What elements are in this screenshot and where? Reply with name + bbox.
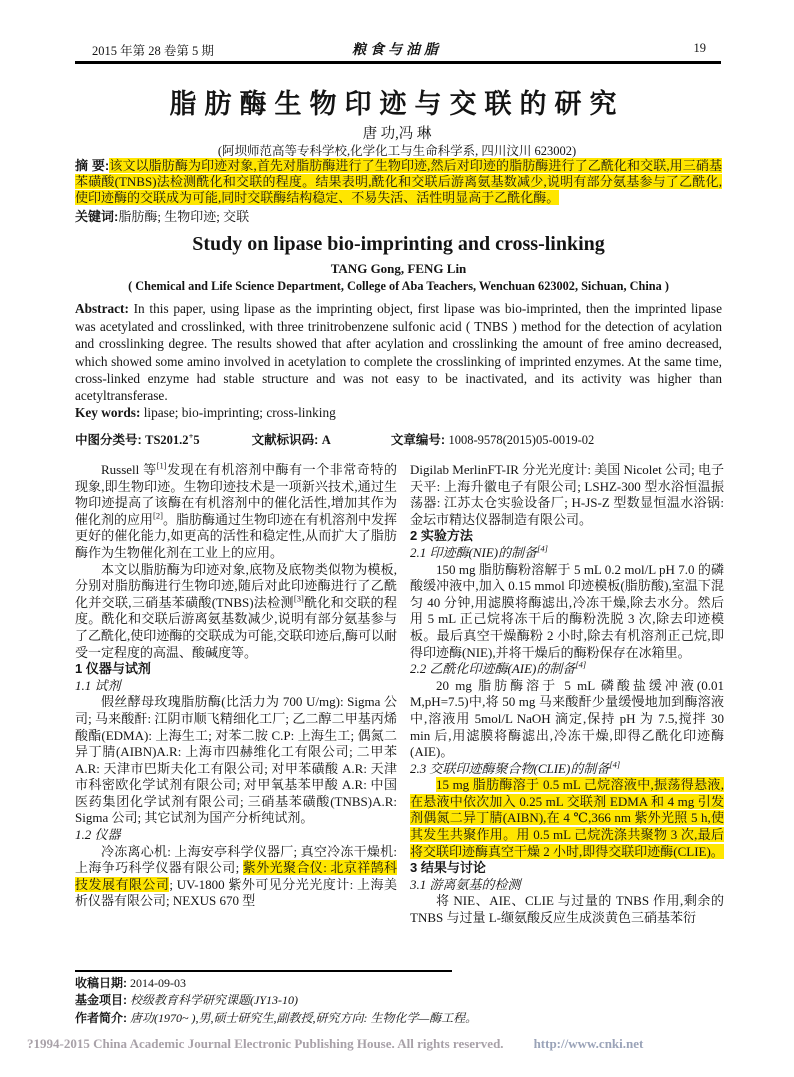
footnote-received: 收稿日期: 2014-09-03 [75, 976, 186, 990]
body-paragraph-instruments: 冷冻离心机: 上海安亭科学仪器厂; 真空冷冻干燥机: 上海争巧科学仪器有限公司; 紫外光聚合仪: 北京祥鹄科技发展有限公司; UV-1800 紫外可见分光光度计: 上海美析仪器有限公司; NEXUS 670 型 [75, 843, 397, 909]
subsection-heading-2-3: 2.3 交联印迹酶聚合物(CLIE)的制备[4] [410, 759, 621, 776]
footnote-author-bio: 作者简介: 唐功(1970~ ),男,硕士研究生,副教授,研究方向: 生物化学—酶工程。 [75, 1010, 478, 1025]
keywords-text-en: lipase; bio-imprinting; cross-linking [143, 404, 336, 420]
citation-ref-3: [3] [293, 593, 304, 604]
body-paragraph-intro: Russell 等[1]发现在有机溶剂中酶有一个非常奇特的现象,即生物印迹。生物印迹技术是一项新兴技术,通过生物印迹提高了该酶在有机溶剂中的催化活性,增加其作为催化剂的应用[2]。脂肪酶通过生物印迹在有机溶剂中发挥更好的催化能力,如更高的活性和稳定性,从而扩大了脂肪酶作为生物催化剂在工业上的应用。 [75, 460, 397, 560]
section-heading-1: 1 仪器与试剂 [75, 661, 151, 677]
footnote-fund: 基金项目: 校级教育科学研究课题(JY13-10) [75, 993, 298, 1008]
authors-en: TANG Gong, FENG Lin [330, 261, 467, 277]
document-code: 文献标识码: A [251, 432, 331, 447]
section-heading-3: 3 结果与讨论 [410, 860, 486, 876]
abstract-en [75, 300, 722, 404]
subsection-heading-2-2: 2.2 乙酰化印迹酶(AIE)的制备[4] [410, 659, 587, 677]
citation-ref-4a: [4] [537, 543, 548, 554]
body-paragraph-clie-highlighted: 15 mg 脂肪酶溶于 0.5 mL 己烷溶液中,振荡得悬液,在悬液中依次加入 0.25 mL 交联剂 EDMA 和 4 mg 引发剂偶氮二异丁腈(AIBN),在 4 ℃,366 nm 紫外光照 5 h,使其发生共聚作用。用 0.5 mL 己烷洗涤共聚物 3 次,最后将交联印迹酶真空干燥 2 小时,即得交联印迹酶(CLIE)。 [410, 777, 724, 859]
keywords-label-cn: 关键词: [75, 209, 119, 225]
page-number: 19 [693, 41, 706, 55]
subsection-heading-1-1: 1.1 试剂 [75, 677, 121, 693]
subsection-heading-1-2: 1.2 仪器 [75, 827, 121, 843]
footnote-rule [75, 970, 452, 972]
left-column [75, 462, 397, 910]
journal-issue: 2015 年第 28 卷第 5 期 [92, 44, 214, 58]
article-id: 文章编号: 1008-9578(2015)05-0019-02 [390, 432, 595, 447]
clc-number: 中图分类号: TS201.2+5 [75, 430, 200, 447]
keywords-label-en: Key words: [75, 404, 141, 420]
header-rule [75, 61, 721, 64]
subsection-heading-2-1: 2.1 印迹酶(NIE)的制备[4] [410, 543, 548, 560]
abstract-cn [75, 158, 722, 205]
body-paragraph-nie: 150 mg 脂肪酶粉溶解于 5 mL 0.2 mol/L pH 7.0 的磷酸缓冲液中,加入 0.15 mmol 印迹模板(脂肪酸),室温下混匀 40 分钟,用滤膜将酶滤出,冷冻干燥,除去水分。然后用 5 mL 正己烷将冻干后的酶粉洗脱 3 次,除去印迹模板。最后真空干燥酶粉 2 小时,除去有机溶剂正己烷,即得印迹酶(NIE),并将干燥后的酶粉保存在冰箱里。 [410, 561, 724, 660]
keywords-cn [75, 206, 722, 225]
body-paragraph-aie: 20 mg 脂肪酶溶于 5 mL 磷酸盐缓冲液(0.01 M,pH=7.5)中,将 50 mg 马来酸酐少量缓慢地加到酶溶液中,溶液用 5mol/L NaOH 滴定,保持 pH 为 7.5,搅拌 30 min 后,用滤膜将酶滤出,冷冻干燥,即得乙酰化印迹酶(AIE)。 [410, 677, 724, 760]
front-matter [75, 158, 722, 448]
citation-ref-2: [2] [153, 510, 163, 521]
citation-ref-1: [1] [156, 460, 167, 471]
article-title-cn: 脂肪酶生物印迹与交联的研究 [169, 89, 625, 119]
copyright-text: ?1994-2015 China Academic Journal Electronic Publishing House. All rights reserved. [27, 1036, 504, 1051]
body-paragraph-results: 将 NIE、AIE、CLIE 与过量的 TNBS 作用,剩余的 TNBS 与过量 L-缬氨酸反应生成淡黄色三硝基苯衍 [410, 893, 724, 926]
body-paragraph-overview: 本文以脂肪酶为印迹对象,底物及底物类似物为模板,分别对脂肪酶进行生物印迹,随后对此印迹酶进行了乙酰化并交联,三硝基苯磺酸(TNBS)法检测[3]酰化和交联的程度。酰化和交联后游离氨基数减少,说明有部分氨基参与了乙酰化,使印迹酶的交联成为可能,交联印迹后,酶可以耐受一定程度的高温、酸碱度等。 [75, 561, 397, 660]
journal-name: 粮食与油脂 [352, 43, 442, 58]
abstract-text-cn-highlighted: 该文以脂肪酶为印迹对象,首先对脂肪酶进行了生物印迹,然后对印迹的脂肪酶进行了乙酰化和交联,用三硝基苯磺酸(TNBS)法检测酰化和交联的程度。结果表明,酰化和交联后游离氨基数减少,说明有部分氨基参与了乙酰化,使印迹酶的交联成为可能,同时交联酶结构稳定、不易失活、活性明显高于乙酰化酶。 [75, 158, 722, 205]
keywords-text-cn: 脂肪酶; 生物印迹; 交联 [118, 209, 250, 225]
section-heading-2: 2 实验方法 [410, 528, 473, 544]
highlighted-instrument-text: 紫外光聚合仪: 北京祥鹄科技发展有限公司 [75, 860, 397, 892]
keywords-en [75, 405, 722, 421]
body-paragraph-reagents: 假丝酵母玫瑰脂肪酶(比活力为 700 U/mg): Sigma 公司; 马来酸酐: 江阴市顺飞精细化工厂; 乙二醇二甲基丙烯酸酯(EDMA): 上海生工; 对苯二胺 C.P: 上海生工; 偶氮二异丁腈(AIBN)A.R: 上海市四赫维化工有限公司; 二甲苯 A.R: 天津市巴斯夫化工有限公司; 对甲苯磺酸 A.R: 天津市科密欧化学试剂有限公司; 对甲氧基苯甲酸 A.R: 中国医药集团化学试剂有限公司; 三硝基苯磺酸(TNBS)A.R: Sigma 公司; 其它试剂为国产分析纯试剂。 [75, 694, 397, 826]
abstract-label-en: Abstract: [75, 301, 129, 317]
authors-cn: 唐 功,冯 琳 [362, 126, 432, 142]
article-title-en: Study on lipase bio-imprinting and cross-linking [192, 233, 605, 256]
meta-line [75, 430, 722, 448]
citation-ref-4c: [4] [609, 759, 621, 770]
citation-ref-4b: [4] [575, 659, 587, 670]
affiliation-cn: (阿坝师范高等专科学校,化学化工与生命科学系, 四川汶川 623002) [217, 144, 577, 158]
abstract-label-cn: 摘 要: [75, 158, 110, 173]
affiliation-en: ( Chemical and Life Science Department, College of Aba Teachers, Wenchuan 623002, Sichuan, China ) [128, 279, 669, 294]
cnki-url: http://www.cnki.net [533, 1036, 644, 1051]
abstract-text-en: In this paper, using lipase as the imprinting object, first lipase was bio-imprinted, then the imprinted lipase was acetylated and crosslinked, with three trinitrobenzene sulfonic acid ( TNBS ) method for the detection of acylation and crosslinking degree. The results showed that after acylation and crosslinking the amount of free amino decreased, which showed some amino involved in acetylation to complete the crosslinking of imprinted enzymes. At the same time, cross-linked enzyme had stable structure and was not easy to be inactivated, and its activity was higher than acetyltransferase. [75, 301, 722, 404]
right-column [410, 462, 724, 927]
footnote-block [75, 970, 575, 1027]
body-paragraph-instruments-cont: Digilab MerlinFT-IR 分光光度计: 美国 Nicolet 公司; 电子天平: 上海升徽电子有限公司; LSHZ-300 型水浴恒温振荡器: 江苏太仓实验设备厂; H-JS-Z 型数显恒温水浴锅: 金坛市精达仪器制造有限公司。 [410, 462, 724, 527]
clc-superscript: + [188, 430, 194, 441]
subsection-heading-3-1: 3.1 游离氨基的检测 [410, 876, 521, 892]
footer-copyright-line [27, 1036, 643, 1052]
